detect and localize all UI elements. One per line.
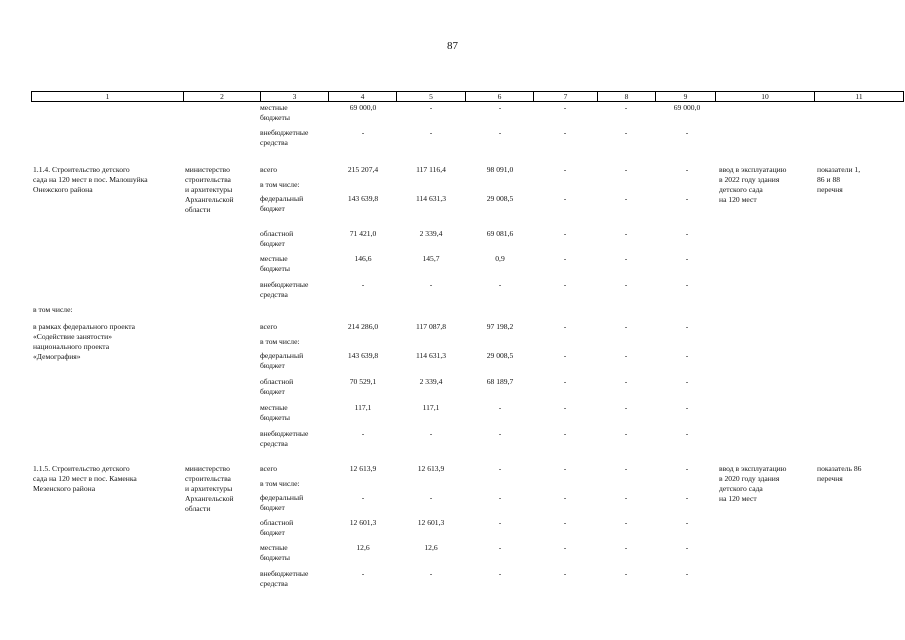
funding-source: в том числе: [260,337,300,346]
amount-cell: - [563,229,567,238]
amount-cell: 70 529,1 [349,377,377,386]
funding-source: местные бюджеты [260,543,290,562]
amount-cell: - [498,569,502,578]
funding-source: всего [260,165,278,174]
executor: министерство строительства и архитектуры Архангельской области [185,464,234,513]
amount-cell: 146,6 [354,254,372,263]
page-number: 87 [447,40,458,52]
amount-cell: 214 286,0 [347,322,379,331]
amount-cell: 98 091,0 [486,165,514,174]
funding-source: всего [260,322,278,331]
amount-cell: - [685,543,689,552]
column-header: 9 [656,92,716,102]
amount-cell: - [685,322,689,331]
amount-cell: - [563,351,567,360]
amount-cell: - [624,103,628,112]
amount-cell: - [429,128,433,137]
amount-cell: - [685,569,689,578]
amount-cell: - [624,351,628,360]
amount-cell: - [624,464,628,473]
measure-name: 1.1.5. Строительство детского сада на 120 мест в пос. Каменка Мезенского района [33,464,137,493]
amount-cell: - [563,403,567,412]
amount-cell: - [498,403,502,412]
amount-cell: 71 421,0 [349,229,377,238]
amount-cell: - [498,543,502,552]
funding-source: местные бюджеты [260,254,290,273]
executor: министерство строительства и архитектуры Архангельской области [185,165,234,214]
column-header: 3 [261,92,329,102]
column-header: 6 [466,92,534,102]
sub-heading: в том числе: [33,305,73,314]
amount-cell: - [624,280,628,289]
amount-cell: - [361,128,365,137]
amount-cell: 117,1 [422,403,440,412]
amount-cell: 117 087,8 [415,322,447,331]
amount-cell: - [361,493,365,502]
amount-cell: - [563,322,567,331]
funding-source: внебюджетные средства [260,569,309,588]
amount-cell: - [685,403,689,412]
amount-cell: - [429,429,433,438]
amount-cell: 215 207,4 [347,165,379,174]
amount-cell: - [361,280,365,289]
amount-cell: - [498,128,502,137]
amount-cell: - [685,165,689,174]
amount-cell: - [361,569,365,578]
column-header: 1 [32,92,184,102]
amount-cell: - [624,543,628,552]
funding-source: федеральный бюджет [260,194,304,213]
amount-cell: 12 601,3 [417,518,445,527]
column-header: 8 [598,92,656,102]
amount-cell: - [498,429,502,438]
amount-cell: - [624,194,628,203]
amount-cell: 97 198,2 [486,322,514,331]
amount-cell: - [563,464,567,473]
amount-cell: - [685,429,689,438]
amount-cell: - [563,280,567,289]
funding-source: внебюджетные средства [260,128,309,147]
amount-cell: - [498,280,502,289]
amount-cell: 29 008,5 [486,351,514,360]
amount-cell: 114 631,3 [415,194,447,203]
amount-cell: - [361,429,365,438]
amount-cell: - [624,165,628,174]
amount-cell: 2 339,4 [419,377,443,386]
amount-cell: 12 613,9 [417,464,445,473]
amount-cell: 29 008,5 [486,194,514,203]
column-header: 5 [397,92,466,102]
amount-cell: - [685,280,689,289]
amount-cell: - [685,194,689,203]
amount-cell: - [624,493,628,502]
amount-cell: 69 081,6 [486,229,514,238]
amount-cell: 143 639,8 [347,194,379,203]
amount-cell: 12 601,3 [349,518,377,527]
amount-cell: - [429,569,433,578]
amount-cell: 12,6 [424,543,438,552]
amount-cell: 145,7 [422,254,440,263]
amount-cell: - [429,103,433,112]
amount-cell: - [624,377,628,386]
amount-cell: 68 189,7 [486,377,514,386]
amount-cell: 69 000,0 [673,103,701,112]
amount-cell: - [498,518,502,527]
amount-cell: - [624,518,628,527]
amount-cell: - [563,377,567,386]
amount-cell: - [624,128,628,137]
amount-cell: 114 631,3 [415,351,447,360]
column-number-header [31,91,904,102]
funding-source: местные бюджеты [260,103,290,122]
amount-cell: - [685,229,689,238]
amount-cell: 2 339,4 [419,229,443,238]
amount-cell: 117,1 [354,403,372,412]
amount-cell: - [685,493,689,502]
amount-cell: - [429,493,433,502]
amount-cell: 0,9 [495,254,505,263]
funding-source: в том числе: [260,479,300,488]
column-header: 4 [329,92,397,102]
amount-cell: - [498,103,502,112]
amount-cell: - [685,518,689,527]
funding-source: внебюджетные средства [260,429,309,448]
amount-cell: - [563,543,567,552]
amount-cell: 117 116,4 [416,165,446,174]
measure-name: в рамках федерального проекта «Содействие занятости» национального проекта «Демография» [33,322,135,361]
expected-result: ввод в эксплуатацию в 2022 году здания детского сада на 120 мест [719,165,787,204]
measure-name: 1.1.4. Строительство детского сада на 120 мест в пос. Малошуйка Онежского района [33,165,148,194]
amount-cell: - [563,128,567,137]
amount-cell: - [624,403,628,412]
funding-source: всего [260,464,278,473]
funding-source: областной бюджет [260,518,294,537]
amount-cell: - [624,229,628,238]
funding-source: федеральный бюджет [260,493,304,512]
indicator: показатели 1, 86 и 88 перечня [817,165,861,194]
amount-cell: - [685,464,689,473]
amount-cell: - [624,322,628,331]
amount-cell: 12 613,9 [349,464,377,473]
amount-cell: - [498,464,502,473]
amount-cell: - [563,254,567,263]
amount-cell: - [563,569,567,578]
column-header: 7 [534,92,598,102]
amount-cell: - [685,351,689,360]
funding-source: местные бюджеты [260,403,290,422]
amount-cell: - [624,569,628,578]
amount-cell: - [498,493,502,502]
amount-cell: 69 000,0 [349,103,377,112]
amount-cell: - [685,128,689,137]
amount-cell: - [685,377,689,386]
amount-cell: - [563,518,567,527]
amount-cell: - [563,103,567,112]
amount-cell: - [563,165,567,174]
amount-cell: - [429,280,433,289]
funding-source: областной бюджет [260,377,294,396]
amount-cell: - [685,254,689,263]
funding-source: областной бюджет [260,229,294,248]
amount-cell: - [563,493,567,502]
amount-cell: 143 639,8 [347,351,379,360]
column-header: 10 [716,92,815,102]
funding-source: в том числе: [260,180,300,189]
column-header: 11 [815,92,904,102]
expected-result: ввод в эксплуатацию в 2020 году здания детского сада на 120 мест [719,464,787,503]
amount-cell: - [624,429,628,438]
amount-cell: - [563,429,567,438]
amount-cell: - [624,254,628,263]
funding-source: внебюджетные средства [260,280,309,299]
indicator: показатель 86 перечня [817,464,862,483]
funding-source: федеральный бюджет [260,351,304,370]
column-header: 2 [184,92,261,102]
amount-cell: - [563,194,567,203]
amount-cell: 12,6 [356,543,370,552]
